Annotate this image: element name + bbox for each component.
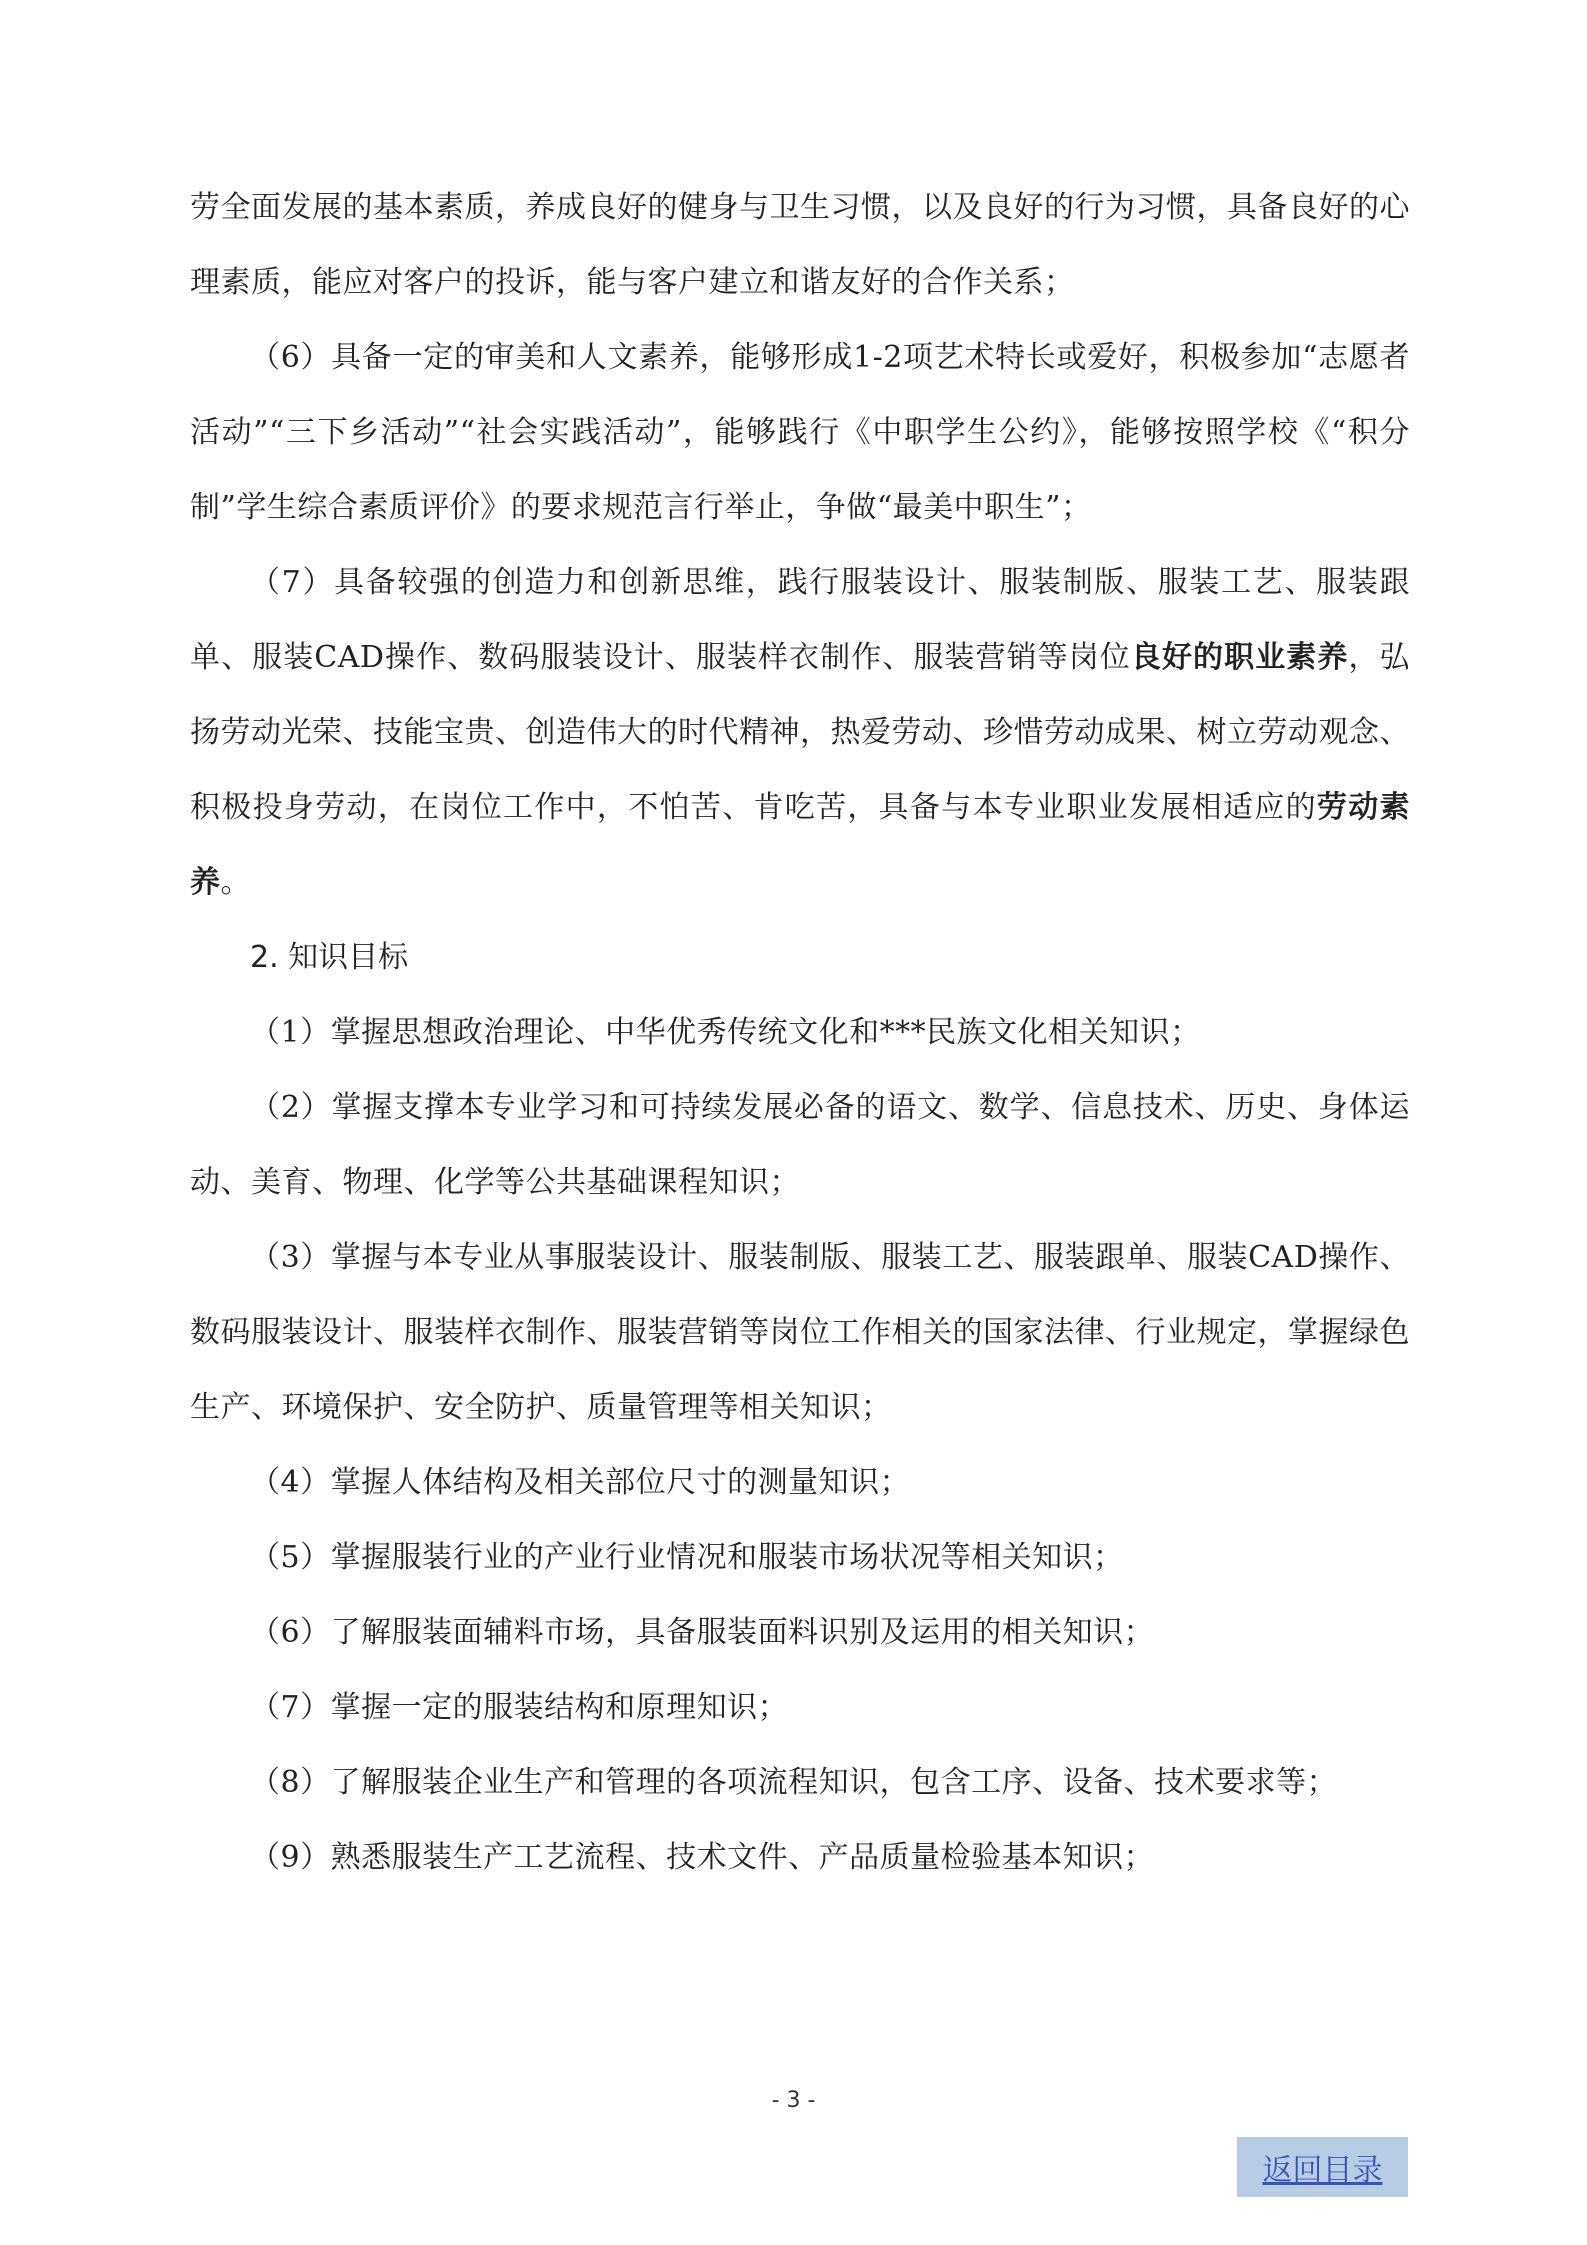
knowledge-item-2: （2）掌握支撑本专业学习和可持续发展必备的语文、数学、信息技术、历史、身体运动、美育、物理、化学等公共基础课程知识；	[190, 1090, 1410, 1200]
knowledge-item-6: （6）了解服装面辅料市场，具备服装面料识别及运用的相关知识；	[250, 1615, 1155, 1650]
paragraph-item-6: （6）具备一定的审美和人文素养，能够形成1-2项艺术特长或爱好，积极参加“志愿者活动”“三下乡活动”“社会实践活动”，能够践行《中职学生公约》，能够按照学校《“积分制”学生综合素质评价》的要求规范言行举止，争做“最美中职生”；	[190, 340, 1410, 525]
paragraph-item-7-text-1: （7）具备较强的创造力和创新思维，践行服装设计、服装制版、服装工艺、服装跟单、服装CAD操作、数码服装设计、服装样衣制作、服装营销等岗位	[190, 565, 1410, 675]
paragraph-item-7	[190, 545, 1410, 920]
paragraph-item-7-text-2: ，弘扬劳动光荣、技能宝贵、创造伟大的时代精神，热爱劳动、珍惜劳动成果、树立劳动观念、积极投身劳动，在岗位工作中，不怕苦、肯吃苦，具备与本专业职业发展相适应的	[190, 640, 1411, 825]
knowledge-item-9: （9）熟悉服装生产工艺流程、技术文件、产品质量检验基本知识；	[250, 1840, 1155, 1875]
page-number: - 3 -	[771, 2088, 816, 2113]
knowledge-item-4: （4）掌握人体结构及相关部位尺寸的测量知识；	[250, 1465, 911, 1500]
bold-phrase-professional-quality: 良好的职业素养	[1130, 640, 1349, 675]
knowledge-item-8: （8）了解服装企业生产和管理的各项流程知识，包含工序、设备、技术要求等；	[250, 1765, 1338, 1800]
paragraph-item-7-text-3: 。	[220, 865, 251, 900]
knowledge-item-1: （1）掌握思想政治理论、中华优秀传统文化和***民族文化相关知识；	[250, 1015, 1201, 1050]
paragraph-continuation: 劳全面发展的基本素质，养成良好的健身与卫生习惯，以及良好的行为习惯，具备良好的心理素质，能应对客户的投诉，能与客户建立和谐友好的合作关系；	[190, 190, 1410, 300]
document-body	[190, 170, 1410, 1895]
knowledge-item-7: （7）掌握一定的服装结构和原理知识；	[250, 1690, 789, 1725]
bold-phrase-labor-quality: 劳动素养	[190, 790, 1411, 900]
knowledge-item-3: （3）掌握与本专业从事服装设计、服装制版、服装工艺、服装跟单、服装CAD操作、数码服装设计、服装样衣制作、服装营销等岗位工作相关的国家法律、行业规定，掌握绿色生产、环境保护、安全防护、质量管理等相关知识；	[190, 1240, 1410, 1425]
knowledge-item-5: （5）掌握服装行业的产业行业情况和服装市场状况等相关知识；	[250, 1540, 1124, 1575]
return-to-toc-link[interactable]: 返回目录	[1237, 2137, 1408, 2197]
section-heading-knowledge-goals: 2. 知识目标	[250, 940, 409, 975]
